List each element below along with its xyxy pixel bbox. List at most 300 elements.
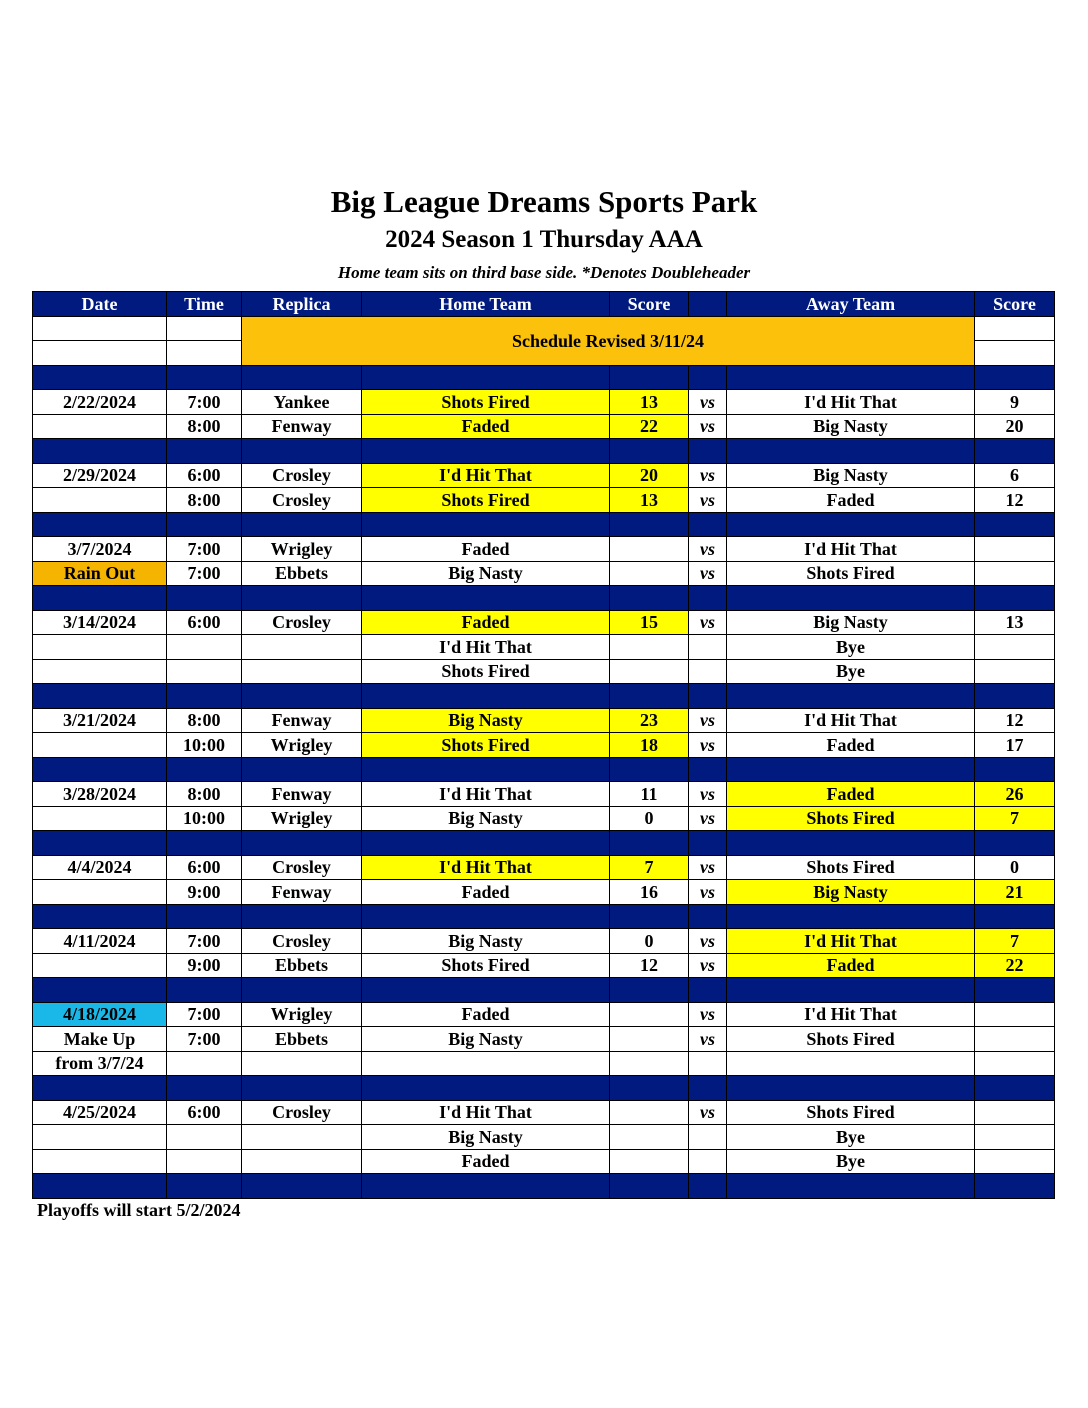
separator-cell	[610, 1174, 689, 1199]
away-team: I'd Hit That	[727, 537, 975, 562]
separator-cell	[362, 1076, 610, 1101]
week-separator	[33, 1076, 1055, 1101]
away-score: 0	[975, 855, 1055, 880]
col-vs-header	[689, 292, 727, 317]
game-time: 6:00	[167, 855, 242, 880]
home-team: Big Nasty	[362, 929, 610, 954]
away-score	[975, 1002, 1055, 1027]
game-time: 9:00	[167, 953, 242, 978]
vs-label: vs	[689, 733, 727, 758]
vs-label: vs	[689, 1027, 727, 1052]
game-replica	[242, 1125, 362, 1150]
game-time: 9:00	[167, 880, 242, 905]
game-row	[33, 463, 1055, 488]
away-score	[975, 1125, 1055, 1150]
away-team: Bye	[727, 635, 975, 660]
game-replica: Yankee	[242, 390, 362, 415]
game-date: Make Up	[33, 1027, 167, 1052]
game-date: 3/7/2024	[33, 537, 167, 562]
away-score: 13	[975, 610, 1055, 635]
separator-cell	[689, 439, 727, 464]
separator-cell	[727, 1174, 975, 1199]
home-score: 7	[610, 855, 689, 880]
game-replica: Crosley	[242, 610, 362, 635]
vs-label	[689, 1125, 727, 1150]
home-team: I'd Hit That	[362, 463, 610, 488]
game-time	[167, 635, 242, 660]
separator-cell	[689, 586, 727, 611]
away-score: 7	[975, 806, 1055, 831]
away-team: Shots Fired	[727, 855, 975, 880]
away-score	[975, 537, 1055, 562]
game-date: 3/21/2024	[33, 708, 167, 733]
separator-cell	[33, 757, 167, 782]
game-row	[33, 659, 1055, 684]
away-team: Faded	[727, 782, 975, 807]
separator-cell	[33, 1174, 167, 1199]
vs-label	[689, 635, 727, 660]
away-team: Faded	[727, 953, 975, 978]
game-time: 6:00	[167, 610, 242, 635]
game-replica: Ebbets	[242, 953, 362, 978]
page-subtitle: 2024 Season 1 Thursday AAA	[385, 226, 703, 253]
game-row	[33, 880, 1055, 905]
away-score: 7	[975, 929, 1055, 954]
separator-cell	[242, 1076, 362, 1101]
col-home-team-header: Home Team	[362, 292, 610, 317]
home-score	[610, 1027, 689, 1052]
home-score	[610, 1051, 689, 1076]
col-replica-header: Replica	[242, 292, 362, 317]
blank-cell	[975, 316, 1055, 341]
game-replica: Crosley	[242, 488, 362, 513]
game-date	[33, 635, 167, 660]
game-row	[33, 561, 1055, 586]
separator-cell	[727, 586, 975, 611]
game-date	[33, 953, 167, 978]
separator-cell	[975, 978, 1055, 1003]
separator-cell	[727, 439, 975, 464]
separator-cell	[362, 757, 610, 782]
vs-label: vs	[689, 855, 727, 880]
game-time: 8:00	[167, 708, 242, 733]
separator-cell	[242, 978, 362, 1003]
home-team: Big Nasty	[362, 561, 610, 586]
game-date	[33, 1125, 167, 1150]
separator-cell	[167, 1174, 242, 1199]
home-score	[610, 1002, 689, 1027]
away-score: 22	[975, 953, 1055, 978]
home-team: Faded	[362, 880, 610, 905]
vs-label: vs	[689, 708, 727, 733]
blank-cell	[167, 341, 242, 366]
game-time: 8:00	[167, 488, 242, 513]
separator-cell	[167, 586, 242, 611]
game-replica: Crosley	[242, 1100, 362, 1125]
separator-cell	[975, 439, 1055, 464]
vs-label: vs	[689, 610, 727, 635]
game-date	[33, 733, 167, 758]
separator-cell	[610, 365, 689, 390]
separator-cell	[242, 586, 362, 611]
game-time: 7:00	[167, 929, 242, 954]
away-team: Big Nasty	[727, 414, 975, 439]
away-team: I'd Hit That	[727, 708, 975, 733]
separator-cell	[975, 1174, 1055, 1199]
header-row	[33, 292, 1055, 317]
game-time	[167, 1125, 242, 1150]
separator-cell	[727, 365, 975, 390]
game-row	[33, 733, 1055, 758]
game-time	[167, 659, 242, 684]
away-team: Shots Fired	[727, 1027, 975, 1052]
separator-cell	[33, 439, 167, 464]
away-team: Bye	[727, 1149, 975, 1174]
separator-cell	[689, 1076, 727, 1101]
separator-cell	[610, 512, 689, 537]
week-separator	[33, 1174, 1055, 1199]
home-score: 20	[610, 463, 689, 488]
separator-cell	[689, 904, 727, 929]
game-row	[33, 806, 1055, 831]
separator-cell	[33, 512, 167, 537]
separator-cell	[242, 1174, 362, 1199]
separator-cell	[610, 757, 689, 782]
separator-cell	[975, 1076, 1055, 1101]
separator-cell	[167, 512, 242, 537]
away-team: I'd Hit That	[727, 390, 975, 415]
separator-cell	[33, 904, 167, 929]
game-date: Rain Out	[33, 561, 167, 586]
separator-cell	[727, 978, 975, 1003]
separator-cell	[689, 365, 727, 390]
game-replica	[242, 1051, 362, 1076]
separator-cell	[689, 831, 727, 856]
game-time	[167, 1051, 242, 1076]
away-score: 12	[975, 488, 1055, 513]
vs-label: vs	[689, 929, 727, 954]
game-replica: Wrigley	[242, 733, 362, 758]
away-score	[975, 1149, 1055, 1174]
game-row	[33, 782, 1055, 807]
home-team: I'd Hit That	[362, 855, 610, 880]
game-date: 4/18/2024	[33, 1002, 167, 1027]
away-score	[975, 1051, 1055, 1076]
game-row	[33, 1125, 1055, 1150]
separator-cell	[362, 831, 610, 856]
week-separator	[33, 365, 1055, 390]
game-time: 7:00	[167, 390, 242, 415]
game-date: 3/28/2024	[33, 782, 167, 807]
game-replica	[242, 659, 362, 684]
game-time: 6:00	[167, 463, 242, 488]
vs-label	[689, 1149, 727, 1174]
separator-cell	[975, 831, 1055, 856]
home-team: Shots Fired	[362, 659, 610, 684]
week-separator	[33, 439, 1055, 464]
home-team	[362, 1051, 610, 1076]
home-team: Shots Fired	[362, 390, 610, 415]
col-home-score-header: Score	[610, 292, 689, 317]
vs-label: vs	[689, 782, 727, 807]
game-date: 2/22/2024	[33, 390, 167, 415]
separator-cell	[610, 831, 689, 856]
away-team: Shots Fired	[727, 1100, 975, 1125]
game-date	[33, 488, 167, 513]
game-row	[33, 488, 1055, 513]
game-row	[33, 855, 1055, 880]
game-row	[33, 1002, 1055, 1027]
home-score	[610, 659, 689, 684]
separator-cell	[362, 512, 610, 537]
game-date	[33, 414, 167, 439]
game-replica: Ebbets	[242, 561, 362, 586]
separator-cell	[689, 1174, 727, 1199]
separator-cell	[362, 365, 610, 390]
week-separator	[33, 757, 1055, 782]
blank-cell	[975, 341, 1055, 366]
home-team: Shots Fired	[362, 488, 610, 513]
game-replica: Crosley	[242, 463, 362, 488]
game-date: from 3/7/24	[33, 1051, 167, 1076]
away-score	[975, 1100, 1055, 1125]
away-score	[975, 635, 1055, 660]
away-team: Bye	[727, 1125, 975, 1150]
home-team: Faded	[362, 537, 610, 562]
separator-cell	[689, 684, 727, 709]
separator-cell	[610, 978, 689, 1003]
home-score: 12	[610, 953, 689, 978]
home-team: Big Nasty	[362, 1027, 610, 1052]
col-away-team-header: Away Team	[727, 292, 975, 317]
separator-cell	[33, 684, 167, 709]
game-date	[33, 806, 167, 831]
game-date: 2/29/2024	[33, 463, 167, 488]
separator-cell	[727, 1076, 975, 1101]
game-time: 6:00	[167, 1100, 242, 1125]
home-team: Big Nasty	[362, 806, 610, 831]
home-team: I'd Hit That	[362, 635, 610, 660]
away-team: I'd Hit That	[727, 1002, 975, 1027]
separator-cell	[167, 978, 242, 1003]
away-score: 20	[975, 414, 1055, 439]
game-replica: Wrigley	[242, 537, 362, 562]
game-row	[33, 929, 1055, 954]
separator-cell	[975, 684, 1055, 709]
away-team: Shots Fired	[727, 806, 975, 831]
game-time: 8:00	[167, 782, 242, 807]
game-date	[33, 1149, 167, 1174]
vs-label: vs	[689, 537, 727, 562]
game-time: 10:00	[167, 806, 242, 831]
separator-cell	[362, 586, 610, 611]
separator-cell	[727, 684, 975, 709]
game-row	[33, 537, 1055, 562]
playoffs-note: Playoffs will start 5/2/2024	[37, 1200, 241, 1220]
page-title: Big League Dreams Sports Park	[330, 184, 758, 219]
week-separator	[33, 684, 1055, 709]
game-replica: Fenway	[242, 708, 362, 733]
home-team: Shots Fired	[362, 733, 610, 758]
schedule-revised-banner: Schedule Revised 3/11/24	[242, 316, 975, 365]
game-replica	[242, 635, 362, 660]
vs-label: vs	[689, 806, 727, 831]
game-replica	[242, 1149, 362, 1174]
separator-cell	[33, 1076, 167, 1101]
separator-cell	[167, 365, 242, 390]
game-row	[33, 414, 1055, 439]
separator-cell	[610, 684, 689, 709]
separator-cell	[362, 439, 610, 464]
home-score: 13	[610, 488, 689, 513]
away-team: Shots Fired	[727, 561, 975, 586]
vs-label: vs	[689, 1100, 727, 1125]
vs-label: vs	[689, 390, 727, 415]
home-score	[610, 561, 689, 586]
home-score: 0	[610, 929, 689, 954]
game-date: 4/25/2024	[33, 1100, 167, 1125]
separator-cell	[167, 439, 242, 464]
game-replica: Fenway	[242, 880, 362, 905]
away-score: 17	[975, 733, 1055, 758]
separator-cell	[242, 512, 362, 537]
game-row	[33, 390, 1055, 415]
separator-cell	[689, 978, 727, 1003]
away-team: I'd Hit That	[727, 929, 975, 954]
separator-cell	[167, 684, 242, 709]
away-score: 26	[975, 782, 1055, 807]
separator-cell	[362, 1174, 610, 1199]
blank-cell	[33, 341, 167, 366]
home-score	[610, 635, 689, 660]
home-score	[610, 1149, 689, 1174]
separator-cell	[167, 757, 242, 782]
away-team: Big Nasty	[727, 463, 975, 488]
schedule-body	[33, 316, 1055, 1198]
vs-label	[689, 1051, 727, 1076]
vs-label: vs	[689, 488, 727, 513]
separator-cell	[727, 831, 975, 856]
home-team: Big Nasty	[362, 708, 610, 733]
game-replica: Ebbets	[242, 1027, 362, 1052]
week-separator	[33, 831, 1055, 856]
vs-label: vs	[689, 561, 727, 586]
separator-cell	[242, 365, 362, 390]
away-team: Faded	[727, 733, 975, 758]
separator-cell	[362, 978, 610, 1003]
game-date	[33, 880, 167, 905]
game-replica: Crosley	[242, 929, 362, 954]
home-score: 11	[610, 782, 689, 807]
separator-cell	[33, 831, 167, 856]
separator-cell	[167, 904, 242, 929]
separator-cell	[727, 757, 975, 782]
revised-row	[33, 316, 1055, 341]
game-row	[33, 1149, 1055, 1174]
home-team: Shots Fired	[362, 953, 610, 978]
home-score: 18	[610, 733, 689, 758]
separator-cell	[33, 586, 167, 611]
game-time: 10:00	[167, 733, 242, 758]
week-separator	[33, 904, 1055, 929]
week-separator	[33, 978, 1055, 1003]
separator-cell	[610, 904, 689, 929]
game-row	[33, 1027, 1055, 1052]
separator-cell	[975, 904, 1055, 929]
game-replica: Crosley	[242, 855, 362, 880]
game-row	[33, 708, 1055, 733]
game-time: 8:00	[167, 414, 242, 439]
home-score: 0	[610, 806, 689, 831]
game-replica: Fenway	[242, 782, 362, 807]
game-date: 4/4/2024	[33, 855, 167, 880]
separator-cell	[975, 365, 1055, 390]
game-time: 7:00	[167, 537, 242, 562]
separator-cell	[689, 757, 727, 782]
home-score	[610, 1125, 689, 1150]
home-score	[610, 1100, 689, 1125]
away-score: 6	[975, 463, 1055, 488]
game-row	[33, 953, 1055, 978]
separator-cell	[727, 904, 975, 929]
away-team: Faded	[727, 488, 975, 513]
col-date-header: Date	[33, 292, 167, 317]
away-score: 12	[975, 708, 1055, 733]
separator-cell	[167, 831, 242, 856]
separator-cell	[610, 439, 689, 464]
game-replica: Wrigley	[242, 806, 362, 831]
game-row	[33, 610, 1055, 635]
away-score: 21	[975, 880, 1055, 905]
home-team: Faded	[362, 1149, 610, 1174]
separator-cell	[242, 439, 362, 464]
away-score: 9	[975, 390, 1055, 415]
separator-cell	[33, 978, 167, 1003]
home-score: 23	[610, 708, 689, 733]
away-score	[975, 1027, 1055, 1052]
away-team	[727, 1051, 975, 1076]
separator-cell	[975, 512, 1055, 537]
vs-label: vs	[689, 880, 727, 905]
blank-cell	[167, 316, 242, 341]
game-replica: Wrigley	[242, 1002, 362, 1027]
separator-cell	[610, 1076, 689, 1101]
game-time	[167, 1149, 242, 1174]
col-away-score-header: Score	[975, 292, 1055, 317]
separator-cell	[727, 512, 975, 537]
game-time: 7:00	[167, 1002, 242, 1027]
away-team: Big Nasty	[727, 880, 975, 905]
home-score: 13	[610, 390, 689, 415]
vs-label: vs	[689, 414, 727, 439]
separator-cell	[362, 684, 610, 709]
home-score: 16	[610, 880, 689, 905]
away-score	[975, 659, 1055, 684]
home-team: Faded	[362, 1002, 610, 1027]
separator-cell	[975, 757, 1055, 782]
home-team: I'd Hit That	[362, 1100, 610, 1125]
separator-cell	[975, 586, 1055, 611]
vs-label	[689, 659, 727, 684]
separator-cell	[242, 684, 362, 709]
home-team: Big Nasty	[362, 1125, 610, 1150]
home-score: 15	[610, 610, 689, 635]
game-replica: Fenway	[242, 414, 362, 439]
col-time-header: Time	[167, 292, 242, 317]
week-separator	[33, 512, 1055, 537]
separator-cell	[167, 1076, 242, 1101]
game-row	[33, 1100, 1055, 1125]
